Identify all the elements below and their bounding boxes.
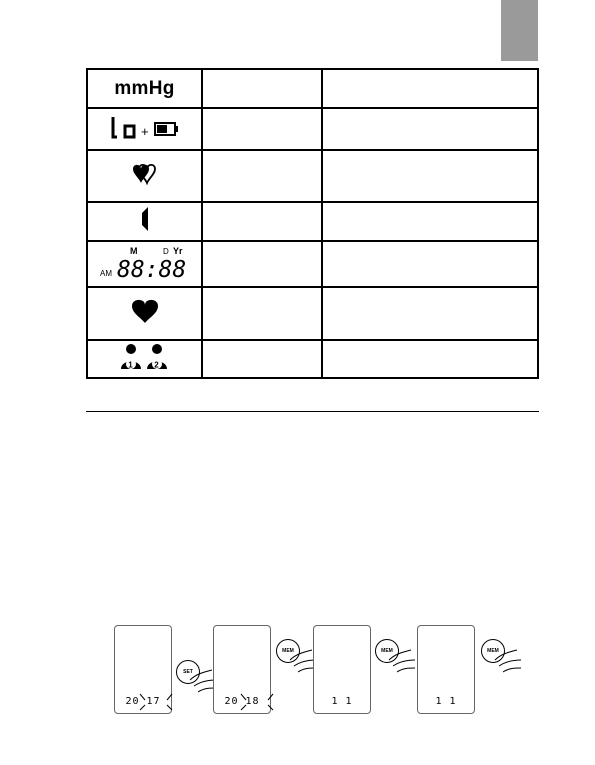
table-cell — [322, 340, 538, 378]
table-cell — [322, 202, 538, 241]
device-screen-3 — [313, 625, 371, 714]
mmhg-symbol-cell — [87, 69, 202, 108]
set-button[interactable]: SET — [176, 660, 200, 684]
mem-button[interactable]: MEM — [481, 639, 505, 663]
user-1-2-icon — [117, 343, 173, 371]
table-cell — [322, 287, 538, 340]
pressure-indicator-symbol-cell — [87, 202, 202, 241]
user-2-number: 2 — [153, 360, 159, 369]
table-cell — [202, 150, 322, 202]
table-cell — [322, 69, 538, 108]
blink-marks-icon — [239, 692, 277, 712]
table-cell — [202, 287, 322, 340]
table-cell — [202, 241, 322, 287]
irregular-heartbeat-icon — [125, 161, 165, 187]
am-label: AM — [99, 268, 112, 278]
table-row — [87, 108, 538, 150]
month-label: M — [129, 245, 137, 256]
table-cell — [322, 108, 538, 150]
symbols-table — [86, 68, 539, 379]
table-cell — [202, 69, 322, 108]
lcd-date-reading: 1 1 — [331, 696, 353, 707]
seven-segment-digits: 88:88 — [116, 256, 186, 280]
year-label: Yr — [172, 245, 183, 256]
low-battery-icon — [105, 112, 185, 142]
day-label: D — [162, 246, 169, 256]
date-time-symbol-cell — [87, 241, 202, 287]
table-cell — [322, 241, 538, 287]
mem-button[interactable]: MEM — [276, 639, 300, 663]
user-selection-symbol-cell — [87, 340, 202, 378]
mmhg-label: mmHg — [114, 77, 175, 99]
lcd-date-reading: 1 1 — [435, 696, 457, 707]
section-divider — [86, 411, 539, 412]
lcd-year-reading: 20 18 — [224, 696, 260, 707]
table-cell — [202, 108, 322, 150]
table-cell — [202, 340, 322, 378]
heartbeat-symbol-cell — [87, 287, 202, 340]
mem-button[interactable]: MEM — [375, 639, 399, 663]
blink-marks-icon — [138, 692, 176, 712]
table-cell — [202, 202, 322, 241]
device-screen-4 — [417, 625, 475, 714]
irregular-heartbeat-symbol-cell — [87, 150, 202, 202]
finger-press-icon — [493, 648, 523, 674]
table-cell — [322, 150, 538, 202]
section-tab-marker — [501, 0, 538, 61]
table-row — [87, 150, 538, 202]
date-time-display-icon — [99, 244, 191, 280]
lcd-year-reading: 20 17 — [125, 696, 161, 707]
heartbeat-icon — [130, 298, 160, 324]
finger-press-icon — [387, 648, 417, 674]
user-1-number: 1 — [127, 360, 133, 369]
pressure-indicator-icon — [137, 205, 153, 233]
table-row — [87, 202, 538, 241]
table-row — [87, 287, 538, 340]
plus-sign: + — [140, 123, 149, 139]
table-row — [87, 340, 538, 378]
table-row — [87, 241, 538, 287]
low-battery-symbol-cell — [87, 108, 202, 150]
table-row — [87, 69, 538, 108]
